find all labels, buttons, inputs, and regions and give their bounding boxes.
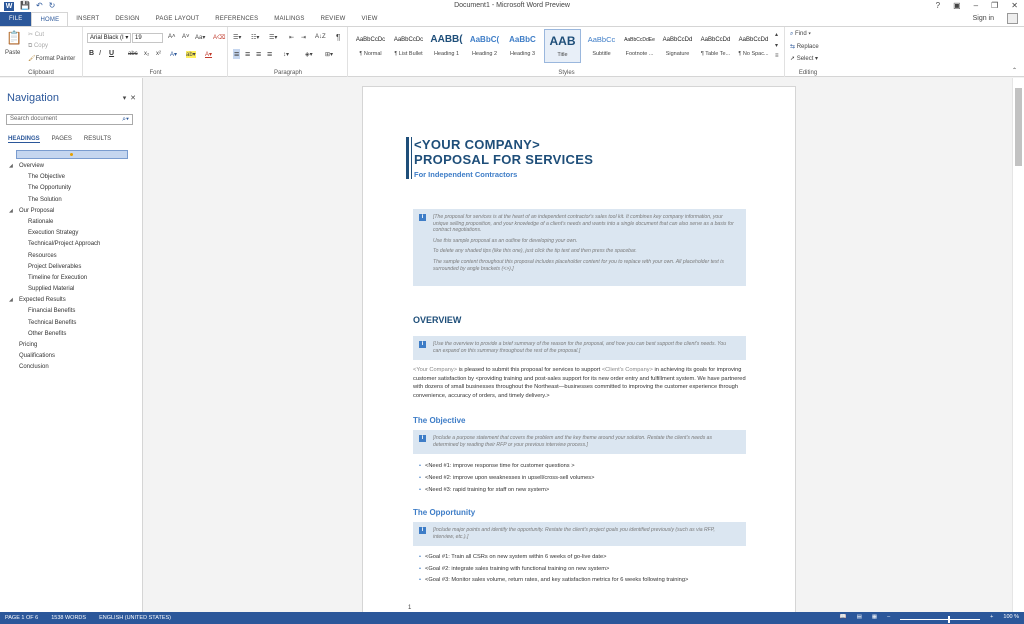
nav-heading-item[interactable] <box>0 251 143 262</box>
tab-references[interactable]: REFERENCES <box>215 16 259 22</box>
nav-heading-item[interactable] <box>0 262 143 273</box>
nav-heading-label: Resources <box>28 252 57 259</box>
nav-heading-item[interactable] <box>0 195 143 206</box>
need-bullet[interactable]: • <Need #3: rapid training for staff on new system> <box>419 487 549 493</box>
nav-heading-item[interactable] <box>0 318 143 329</box>
brush-icon: 🖌 <box>28 56 36 62</box>
style-preview: AABB( <box>430 34 463 45</box>
style-name: ¶ List Bullet <box>394 51 423 57</box>
nav-heading-item[interactable] <box>0 172 143 183</box>
font-group-label: Font <box>149 70 162 76</box>
style-preview: AAB <box>549 34 576 48</box>
align-center-button[interactable]: ≡ <box>245 49 251 59</box>
text-effects-button[interactable]: A▾ <box>170 52 178 58</box>
navigation-pane <box>0 78 143 612</box>
editing-group-label: Editing <box>798 70 818 76</box>
tip-text: [Use the overview to provide a brief summary of the reason for the proposal, and how you can best support the client's needs. You can expand on this summary throughout the rest of the proposal.] <box>433 341 727 354</box>
nav-heading-item[interactable] <box>0 217 143 228</box>
font-color-button[interactable]: A▾ <box>205 52 213 58</box>
avatar[interactable] <box>1007 13 1018 24</box>
nav-heading-item[interactable] <box>0 239 143 250</box>
justify-button[interactable]: ≡ <box>267 49 273 59</box>
heading-list <box>0 161 143 374</box>
style-list-bullet[interactable] <box>390 29 427 63</box>
nav-heading-item[interactable] <box>0 351 143 362</box>
undo-icon[interactable]: ↶ <box>35 1 43 10</box>
info-icon: i <box>419 214 426 221</box>
objective-heading[interactable]: The Objective <box>413 416 466 425</box>
change-case-button[interactable]: Aa▾ <box>195 35 206 41</box>
font-family-select[interactable]: Arial Black (I ▾ <box>87 33 131 43</box>
info-icon: i <box>419 435 426 442</box>
need-bullet[interactable]: • <Need #1: improve response time for customer questions > <box>419 463 575 469</box>
format-painter-label: Format Painter <box>35 56 76 62</box>
collapse-triangle-icon[interactable]: ◢ <box>9 207 13 214</box>
tab-page-layout[interactable]: PAGE LAYOUT <box>155 16 200 22</box>
nav-heading-label: Other Benefits <box>28 330 67 337</box>
tab-home[interactable]: HOME <box>31 12 68 27</box>
replace-button[interactable] <box>790 43 819 50</box>
tip-text: [The proposal for services is at the heart of an independent contractor's sales tool kit. It combines key company information, your unique selling proposition, and your knowledge of a client's needs and wants into a single document that can also serve as a basis for contract negotiations. <box>433 214 734 234</box>
copy-button[interactable] <box>28 43 48 50</box>
align-right-button[interactable]: ≡ <box>256 49 262 59</box>
vertical-scrollbar[interactable] <box>1012 78 1024 612</box>
style-preview: AaBbCcDdEe <box>624 37 655 43</box>
navigation-title: Navigation <box>7 92 59 104</box>
grow-font-button[interactable]: A˄ <box>168 34 176 40</box>
replace-icon: ⇆ <box>790 44 797 50</box>
navigation-pane-controls <box>123 94 136 102</box>
close-pane-icon[interactable]: ✕ <box>130 95 136 102</box>
tab-mailings[interactable]: MAILINGS <box>274 16 305 22</box>
style-table-text[interactable] <box>697 29 734 63</box>
tip-text: [Include major points and identify the opportunity. Restate the client's project goals you identified previously (such as via RFP, interview, etc.).] <box>433 527 715 540</box>
bullets-button[interactable]: ☰▾ <box>233 35 242 41</box>
show-marks-button[interactable]: ¶ <box>336 33 341 42</box>
tab-results[interactable]: RESULTS <box>83 136 112 142</box>
read-mode-icon[interactable]: 📖 <box>839 614 847 620</box>
style-name: Heading 3 <box>509 51 536 57</box>
style-name: Footnote ... <box>625 51 654 57</box>
tip-text: The sample content throughout this proposal includes placeholder content for you to replace with your own. All placeholder text is surrounded by angle brackets (<>).] <box>433 258 724 272</box>
ribbon-display-button[interactable]: ▣ <box>953 1 961 10</box>
style-preview: AaBbCcDc <box>355 37 386 43</box>
style-name: ¶ Normal <box>359 51 382 57</box>
increase-indent-button[interactable]: ⇥ <box>301 35 307 41</box>
nav-heading-label: Qualifications <box>19 353 56 360</box>
style-no-spacing[interactable] <box>735 29 772 63</box>
search-icon[interactable]: ⌕▾ <box>122 116 129 123</box>
pane-options-icon[interactable]: ▾ <box>122 95 127 102</box>
ribbon-tabs-row <box>0 12 1024 26</box>
style-name: ¶ No Spac... <box>738 51 769 57</box>
restore-button[interactable]: ❐ <box>991 1 999 10</box>
info-icon: i <box>419 341 426 348</box>
tip-text: [Include a purpose statement that covers the problem and the key theme around your solution. Restate the client's needs as determined by reading their RFP or your previous interview process.] <box>433 435 713 448</box>
numbering-button[interactable]: ☷▾ <box>251 35 260 41</box>
word-count[interactable]: 1538 WORDS <box>51 615 87 621</box>
nav-heading-label: Supplied Material <box>28 286 75 293</box>
nav-heading-item[interactable] <box>0 329 143 340</box>
tab-headings[interactable]: HEADINGS <box>8 136 40 142</box>
overview-paragraph[interactable] <box>413 366 747 400</box>
style-heading-1[interactable] <box>428 29 465 63</box>
placeholder-company: <Your Company> <box>413 367 458 373</box>
opportunity-heading[interactable]: The Opportunity <box>413 508 476 517</box>
save-icon[interactable]: 💾 <box>20 1 30 10</box>
help-button[interactable]: ? <box>935 1 941 10</box>
style-name: Heading 2 <box>471 51 498 57</box>
borders-button[interactable]: ⊞▾ <box>325 52 334 58</box>
window-controls <box>936 1 1018 10</box>
nav-heading-item[interactable] <box>0 362 143 373</box>
multilevel-list-button[interactable]: ☰▾ <box>269 35 278 41</box>
document-title-block <box>406 137 626 179</box>
close-button[interactable]: ✕ <box>1011 1 1018 10</box>
clipboard-group-label: Clipboard <box>28 70 54 76</box>
nav-heading-label: The Solution <box>28 196 62 203</box>
nav-heading-label: Overview <box>19 163 45 169</box>
nav-heading-item[interactable] <box>0 161 143 172</box>
paste-button[interactable]: Paste <box>5 50 21 56</box>
style-heading-2[interactable] <box>466 29 503 63</box>
tab-file[interactable]: FILE <box>0 12 31 26</box>
line-spacing-button[interactable]: ↕▾ <box>283 52 290 58</box>
nav-heading-item[interactable] <box>0 183 143 194</box>
cut-label: Cut <box>34 32 45 38</box>
intro-tip-box[interactable] <box>413 209 746 286</box>
ribbon <box>0 26 1024 77</box>
goal-bullet[interactable]: • <Goal #3: Monitor sales volume, return rates, and key satisfaction metrics for 6 weeks following training> <box>419 577 688 583</box>
nav-heading-item[interactable] <box>0 273 143 284</box>
replace-label: Replace <box>796 44 819 50</box>
word-app-icon: W <box>5 2 13 10</box>
navigation-tabs <box>8 136 111 143</box>
find-label: Find ▾ <box>795 31 811 37</box>
style-title[interactable] <box>544 29 581 63</box>
style-preview: AaBbCcDc <box>393 37 424 43</box>
document-area <box>144 78 1012 612</box>
clipboard-group <box>0 27 83 77</box>
heading-drop-indicator <box>16 150 128 159</box>
underline-button[interactable]: U <box>109 50 115 57</box>
style-signature[interactable] <box>659 29 696 63</box>
tip-text: To delete any shaded tips (like this one), just click the tip text and then press the spacebar. <box>433 248 637 255</box>
web-layout-icon[interactable]: ▦ <box>871 614 878 620</box>
nav-heading-label: Timeline for Execution <box>28 274 88 281</box>
tab-review[interactable]: REVIEW <box>320 16 346 22</box>
superscript-button[interactable]: x² <box>156 51 161 57</box>
opportunity-tip-box[interactable] <box>413 522 746 546</box>
nav-heading-label: The Objective <box>28 174 66 181</box>
paste-icon[interactable]: 📋 <box>6 30 23 45</box>
nav-heading-label: Conclusion <box>19 364 49 371</box>
language-indicator[interactable]: ENGLISH (UNITED STATES) <box>99 615 171 621</box>
style-preview: AaBbC( <box>469 35 500 44</box>
scrollbar-thumb[interactable] <box>1015 88 1022 166</box>
paragraph-group-label: Paragraph <box>273 70 303 76</box>
tab-pages[interactable]: PAGES <box>51 136 72 142</box>
placeholder-client: <Client's Company> <box>601 367 653 373</box>
cut-button[interactable] <box>28 31 44 38</box>
need-bullet[interactable]: • <Need #2: improve upon weaknesses in upsell/cross-sell volumes> <box>419 475 594 481</box>
style-preview: AaBbCcDd <box>700 37 731 43</box>
style-name: Signature <box>665 51 690 57</box>
tab-insert[interactable]: INSERT <box>76 16 100 22</box>
nav-heading-label: Our Proposal <box>19 207 55 214</box>
nav-heading-label: Rationale <box>28 218 54 225</box>
select-label: Select ▾ <box>796 56 819 62</box>
subscript-button[interactable]: x₂ <box>144 51 150 57</box>
clear-formatting-button[interactable]: A⌫ <box>213 35 226 41</box>
zoom-out-button[interactable]: – <box>887 614 891 620</box>
nav-heading-item[interactable] <box>0 295 143 306</box>
style-preview: AaBbCc <box>587 35 616 44</box>
overview-tip-box[interactable] <box>413 336 746 360</box>
style-normal[interactable] <box>352 29 389 63</box>
italic-button[interactable]: I <box>99 50 101 57</box>
shading-button[interactable]: ◈▾ <box>305 52 313 58</box>
paragraph-group <box>229 27 348 77</box>
tab-design[interactable]: DESIGN <box>115 16 140 22</box>
scissors-icon: ✂ <box>28 32 35 38</box>
zoom-level[interactable]: 100 % <box>1003 614 1019 620</box>
format-painter-button[interactable] <box>28 55 75 62</box>
font-size-select[interactable]: 19 <box>132 33 163 43</box>
cursor-icon: ➚ <box>790 56 797 62</box>
select-button[interactable] <box>790 55 818 62</box>
objective-tip-box[interactable] <box>413 430 746 454</box>
window-title: Document1 - Microsoft Word Preview <box>454 2 570 9</box>
styles-scroll-up-icon[interactable]: ▴ <box>775 32 779 38</box>
style-name: ¶ Table Te... <box>700 51 731 57</box>
goal-bullet[interactable]: • <Goal #1: Train all CSRs on new system within 6 weeks of go-live date> <box>419 554 606 560</box>
proposal-title[interactable]: PROPOSAL FOR SERVICES <box>414 152 594 167</box>
nav-heading-label: Pricing <box>19 342 38 348</box>
goal-bullet[interactable]: • <Goal #2: integrate sales training with functional training on new system> <box>419 566 609 572</box>
document-page[interactable] <box>362 86 796 612</box>
nav-heading-label: Financial Benefits <box>28 308 76 315</box>
bold-button[interactable]: B <box>89 50 95 57</box>
company-name[interactable]: <YOUR COMPANY> <box>414 137 541 152</box>
nav-heading-item[interactable] <box>0 306 143 317</box>
find-button[interactable] <box>790 31 811 38</box>
style-preview: AaBbCcDd <box>738 37 769 43</box>
copy-label: Copy <box>33 43 48 49</box>
nav-heading-label: The Opportunity <box>28 185 72 192</box>
minimize-button[interactable]: – <box>973 1 979 10</box>
style-preview: AaBbCcDd <box>662 37 693 43</box>
strikethrough-button[interactable]: abc <box>128 51 138 57</box>
search-placeholder: Search document <box>10 116 58 122</box>
zoom-in-button[interactable]: + <box>990 614 994 620</box>
title-accent-bar <box>406 137 409 179</box>
overview-text-1: is pleased to submit this proposal for services to support <box>457 367 602 373</box>
highlight-button[interactable]: ab▾ <box>186 52 196 58</box>
collapse-ribbon-icon[interactable]: ⌃ <box>1012 68 1018 74</box>
nav-heading-label: Execution Strategy <box>28 230 79 237</box>
style-heading-3[interactable] <box>504 29 541 63</box>
nav-heading-label: Technical/Project Approach <box>28 241 101 248</box>
redo-icon[interactable]: ↻ <box>48 1 56 10</box>
proposal-subtitle[interactable]: For Independent Contractors <box>414 170 518 179</box>
collapse-triangle-icon[interactable]: ◢ <box>9 297 13 304</box>
style-name: Heading 1 <box>433 51 460 57</box>
zoom-slider[interactable] <box>900 619 980 620</box>
tip-text: Use this sample proposal as an outline for developing your own. <box>433 237 578 244</box>
sign-in-link[interactable]: Sign in <box>972 15 994 22</box>
style-preview: AaBbC <box>509 35 536 44</box>
nav-heading-label: Technical Benefits <box>28 319 77 326</box>
editing-group <box>786 27 830 77</box>
nav-heading-item[interactable] <box>0 206 143 217</box>
nav-heading-label: Expected Results <box>19 297 66 304</box>
copy-icon: ⧉ <box>28 43 34 49</box>
style-footnote[interactable] <box>621 29 658 63</box>
decrease-indent-button[interactable]: ⇤ <box>289 35 295 41</box>
info-icon: i <box>419 527 426 534</box>
collapse-triangle-icon[interactable]: ◢ <box>9 163 13 169</box>
zoom-slider-thumb[interactable] <box>948 616 950 623</box>
styles-group <box>349 27 785 77</box>
title-bar <box>0 0 1024 12</box>
font-group <box>84 27 228 77</box>
print-layout-icon[interactable]: ▤ <box>856 614 862 620</box>
page-number: 1 <box>408 605 412 611</box>
binoculars-icon: ⌕ <box>790 31 796 37</box>
overview-text-2: in achieving its goals for improving customer satisfaction by <providing training and post-sales support for its new order entry and fulfillment system. We have partnered with dozens of small businesses throughout the Northeast—businesses committed to improving the customer experience through convenience, accuracy of orders, and timely delivery.> <box>413 367 746 399</box>
status-bar <box>0 612 1024 624</box>
nav-heading-item[interactable] <box>0 284 143 295</box>
shrink-font-button[interactable]: A˅ <box>182 34 190 40</box>
style-subtitle[interactable] <box>583 29 620 63</box>
styles-more-icon[interactable]: ≡ <box>775 53 779 59</box>
nav-heading-item[interactable] <box>0 228 143 239</box>
style-name: Subtitle <box>592 51 611 57</box>
styles-group-label: Styles <box>558 70 575 76</box>
overview-heading[interactable]: OVERVIEW <box>413 315 462 325</box>
style-name: Title <box>557 52 568 58</box>
sort-button[interactable]: A↓Z <box>315 34 326 40</box>
tab-view[interactable]: VIEW <box>361 16 378 22</box>
nav-heading-label: Project Deliverables <box>28 263 82 270</box>
styles-scroll-down-icon[interactable]: ▾ <box>775 43 779 49</box>
page-count[interactable]: PAGE 1 OF 6 <box>5 615 39 621</box>
title-accent-line <box>411 137 412 179</box>
align-left-button[interactable]: ≡ <box>234 49 240 59</box>
search-document-input[interactable] <box>6 114 133 125</box>
nav-heading-item[interactable] <box>0 340 143 351</box>
